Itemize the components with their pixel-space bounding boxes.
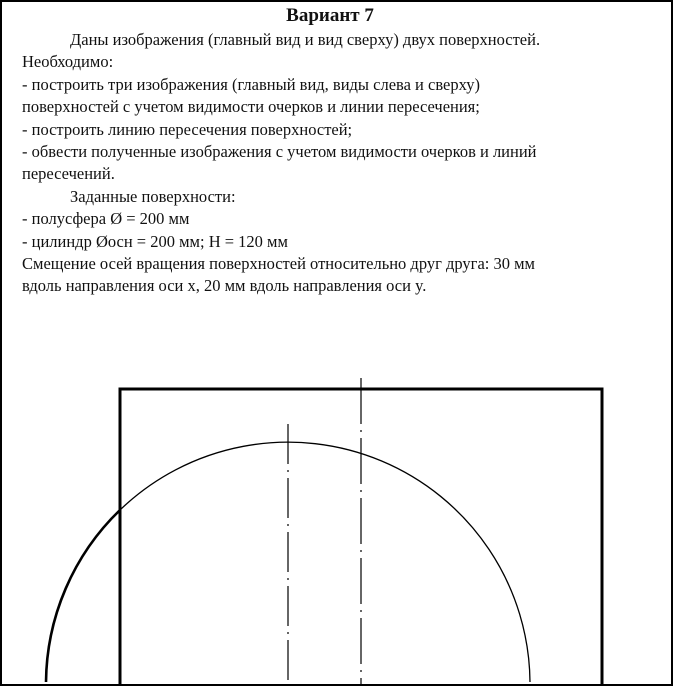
- task-line-4: - обвести полученные изображения с учетом видимости очерков и линий: [22, 142, 537, 162]
- required-label: Необходимо:: [22, 52, 114, 72]
- hemisphere-arc: [120, 442, 530, 682]
- hemisphere-outline-left: [46, 510, 120, 682]
- surface-cylinder: - цилиндр Øосн = 200 мм; H = 120 мм: [22, 231, 288, 251]
- task-line-2: поверхностей с учетом видимости очерков и линии пересечения;: [22, 97, 480, 117]
- task-line-5: пересечений.: [22, 164, 115, 184]
- offset-line-1: Смещение осей вращения поверхностей относительно друг друга: 30 мм: [22, 254, 535, 274]
- intro-text: Даны изображения (главный вид и вид сверху) двух поверхностей.: [70, 30, 541, 49]
- given-label: Заданные поверхности:: [70, 186, 236, 206]
- surface-hemisphere: - полусфера Ø = 200 мм: [22, 209, 190, 229]
- task-line-3: - построить линию пересечения поверхностей;: [22, 119, 353, 139]
- variant-title: Вариант 7: [286, 5, 374, 26]
- offset-line-2: вдоль направления оси x, 20 мм вдоль направления оси y.: [22, 276, 427, 296]
- task-line-1: - построить три изображения (главный вид, виды слева и сверху): [22, 74, 480, 94]
